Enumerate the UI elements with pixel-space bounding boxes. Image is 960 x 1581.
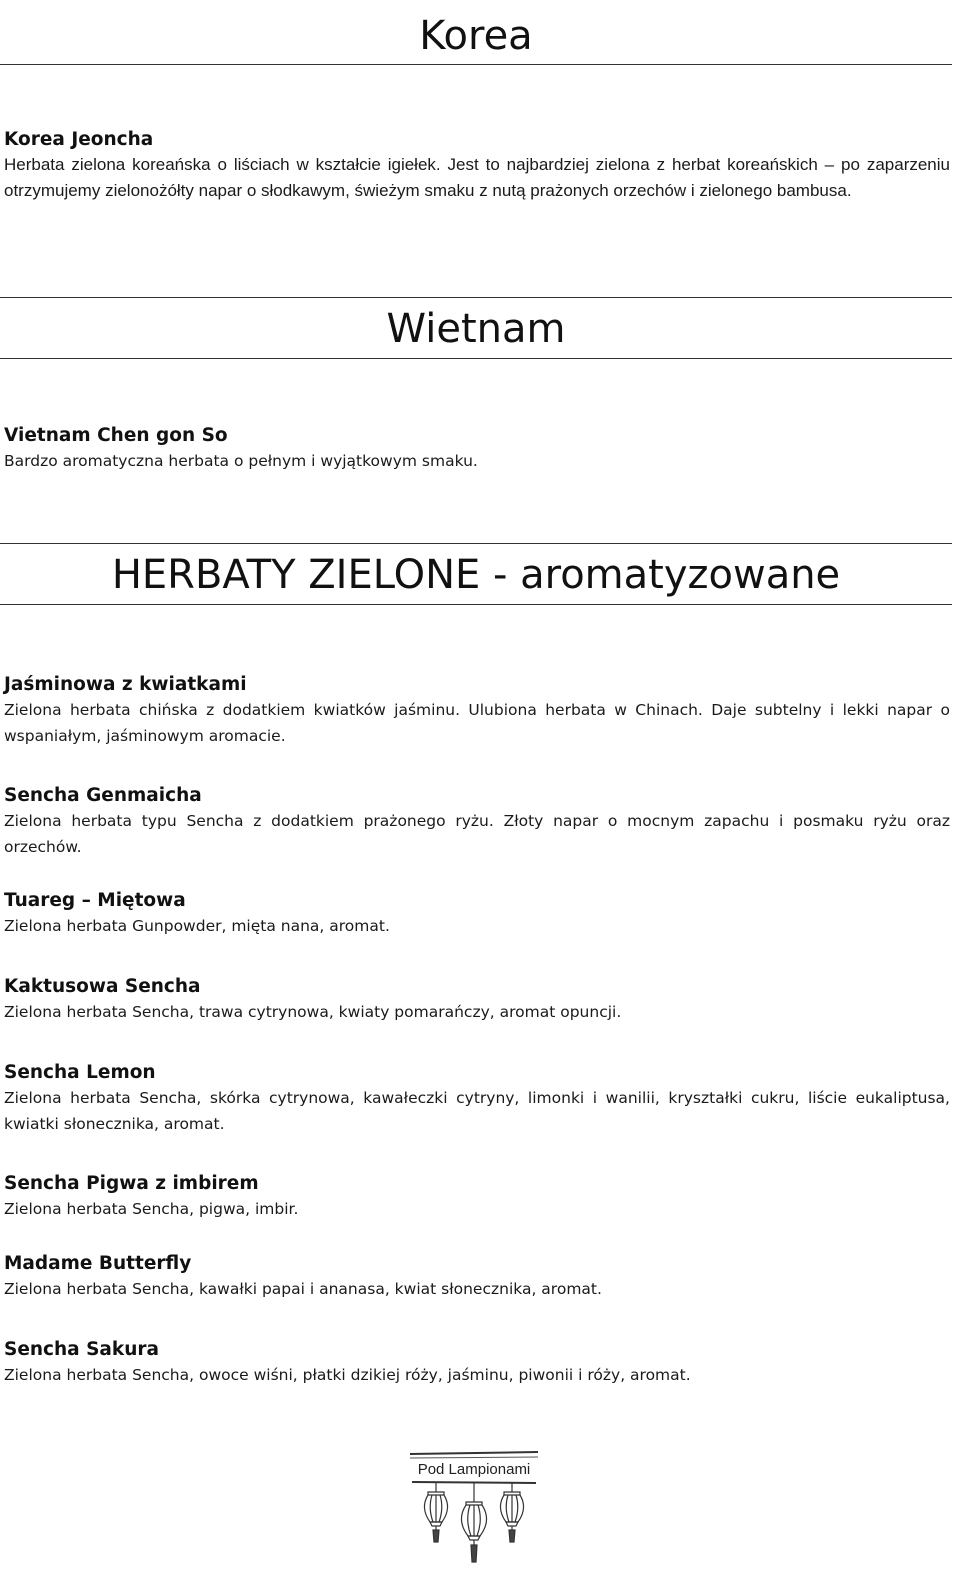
tea-name: Sencha Genmaicha [4, 785, 202, 806]
logo-text: Pod Lampionami [417, 1461, 531, 1478]
tea-entry [4, 1338, 950, 1388]
tea-entry [4, 673, 950, 749]
tea-entry [4, 1172, 950, 1222]
pod-lampionami-logo [408, 1450, 540, 1575]
tea-description: Bardzo aromatyczna herbata o pełnym i wyjątkowym smaku. [4, 452, 478, 470]
tea-description: Zielona herbata Sencha, owoce wiśni, płatki dzikiej róży, jaśminu, piwonii i róży, aromat. [4, 1366, 691, 1384]
tea-entry [4, 128, 950, 204]
tea-name: Sencha Pigwa z imbirem [4, 1173, 259, 1194]
tea-description: Zielona herbata typu Sencha z dodatkiem prażonego ryżu. Złoty napar o mocnym zapachu i posmaku ryżu oraz orzechów. [4, 812, 950, 856]
tea-description: Herbata zielona koreańska o liściach w kształcie igiełek. Jest to najbardziej zielona z herbat koreańskich – po zaparzeniu otrzymujemy zielonożółty napar o słodkawym, świeżym smaku z nutą prażonych orzechów i zielonego bambusa. [4, 155, 950, 200]
section-title: Korea [419, 13, 533, 59]
tea-name: Tuareg – Miętowa [4, 890, 186, 911]
lanterns-logo-icon [408, 1450, 540, 1575]
tea-entry [4, 424, 950, 474]
tea-description: Zielona herbata Sencha, kawałki papai i ananasa, kwiat słonecznika, aromat. [4, 1280, 602, 1298]
tea-name: Korea Jeoncha [4, 129, 154, 150]
section-title: HERBATY ZIELONE - aromatyzowane [111, 552, 841, 598]
tea-entry [4, 889, 950, 939]
tea-name: Madame Butterfly [4, 1253, 192, 1274]
tea-description: Zielona herbata Sencha, trawa cytrynowa, kwiaty pomarańczy, aromat opuncji. [4, 1003, 622, 1021]
section-heading-flavored-green-teas [0, 543, 952, 605]
tea-description: Zielona herbata chińska z dodatkiem kwiatków jaśminu. Ulubiona herbata w Chinach. Daje subtelny i lekki napar o wspaniałym, jaśminowym aromacie. [4, 701, 950, 745]
section-heading-korea [0, 6, 952, 65]
tea-name: Jaśminowa z kwiatkami [4, 674, 247, 695]
tea-name: Sencha Sakura [4, 1339, 159, 1360]
tea-entry [4, 975, 950, 1025]
section-heading-wietnam [0, 297, 952, 359]
tea-description: Zielona herbata Gunpowder, mięta nana, aromat. [4, 917, 390, 935]
section-title: Wietnam [386, 306, 566, 352]
tea-entry [4, 1252, 950, 1302]
tea-name: Vietnam Chen gon So [4, 425, 228, 446]
tea-entry [4, 1061, 950, 1137]
tea-description: Zielona herbata Sencha, skórka cytrynowa, kawałeczki cytryny, limonki i wanilii, kryształki cukru, liście eukaliptusa, kwiatki słonecznika, aromat. [4, 1089, 950, 1133]
tea-entry [4, 784, 950, 860]
tea-description: Zielona herbata Sencha, pigwa, imbir. [4, 1200, 299, 1218]
tea-name: Kaktusowa Sencha [4, 976, 201, 997]
tea-name: Sencha Lemon [4, 1062, 156, 1083]
